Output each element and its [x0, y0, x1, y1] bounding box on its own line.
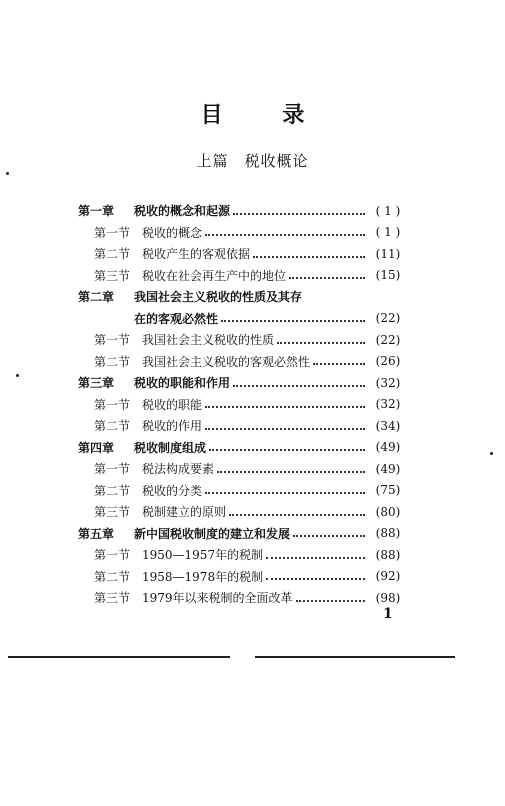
toc-leader-dots [205, 234, 365, 236]
toc-leader-dots [205, 406, 365, 408]
toc-entry-title: 税收的职能 [142, 397, 203, 412]
toc-entry-number: 第二节 [94, 354, 131, 369]
toc-leader-dots [266, 578, 365, 580]
toc-entry-number: 第一节 [94, 548, 131, 563]
toc-entry-title: 我国社会主义税收的客观必然性 [142, 354, 311, 369]
toc-entry-title: 1950—1957年的税制 [142, 548, 264, 563]
toc-section-entry[interactable] [78, 415, 408, 437]
toc-section-entry[interactable] [78, 394, 408, 416]
toc-chapter-entry-continued[interactable] [78, 308, 408, 330]
toc-leader-dots [313, 363, 365, 365]
toc-leader-dots [296, 600, 365, 602]
part-name: 税收概论 [244, 152, 309, 170]
toc-entry-page: ( 1 ) [375, 225, 401, 240]
toc-section-entry[interactable] [78, 544, 408, 566]
toc-section-entry[interactable] [78, 480, 408, 502]
toc-entry-page: (22) [375, 332, 401, 347]
toc-entry-number: 第三章 [78, 376, 115, 391]
toc-entry-page: (80) [375, 504, 401, 519]
part-title [0, 150, 505, 171]
toc-chapter-entry[interactable] [78, 286, 408, 308]
toc-entry-page: (15) [375, 268, 401, 283]
toc-entry-number: 第一节 [94, 462, 131, 477]
toc-entry-number: 第一节 [94, 225, 131, 240]
toc-entry-title: 新中国税收制度的建立和发展 [134, 526, 291, 541]
toc-entry-number: 第三节 [94, 268, 131, 283]
toc-leader-dots [229, 514, 365, 516]
toc-entry-page: (49) [375, 461, 401, 476]
toc-entry-title: 税收的概念 [142, 225, 203, 240]
toc-section-entry[interactable] [78, 458, 408, 480]
toc-entry-title: 税法构成要素 [142, 462, 215, 477]
toc-leader-dots [253, 256, 365, 258]
toc-entry-page: (22) [375, 311, 401, 326]
toc-entry-page: (98) [375, 590, 401, 605]
toc-entry-title: 在的客观必然性 [134, 311, 219, 326]
toc-entry-page: (11) [375, 246, 401, 261]
toc-entry-title: 1979年以来税制的全面改革 [142, 591, 293, 606]
toc-entry-number: 第三节 [94, 505, 131, 520]
toc-entry-number: 第一节 [94, 333, 131, 348]
toc-section-entry[interactable] [78, 351, 408, 373]
toc-leader-dots [233, 213, 365, 215]
toc-entry-page: (88) [375, 526, 401, 541]
toc-leader-dots [266, 557, 365, 559]
toc-leader-dots [293, 535, 365, 537]
toc-leader-dots [277, 342, 365, 344]
toc-entry-page: (75) [375, 483, 401, 498]
toc-section-entry[interactable] [78, 265, 408, 287]
toc-section-entry[interactable] [78, 587, 408, 609]
toc-entry-page: (88) [375, 547, 401, 562]
toc-section-entry[interactable] [78, 566, 408, 588]
toc-entry-title: 1958—1978年的税制 [142, 569, 264, 584]
bottom-rule-left [8, 656, 230, 658]
toc-entry-number: 第一节 [94, 397, 131, 412]
toc-entry-title: 税收制度组成 [134, 440, 207, 455]
toc-entry-page: (32) [375, 397, 401, 412]
toc-entry-title: 我国社会主义税收的性质及其存 [134, 290, 303, 305]
toc-leader-dots [209, 449, 365, 451]
toc-entry-title: 税收的概念和起源 [134, 204, 231, 219]
toc-section-entry[interactable] [78, 501, 408, 523]
toc-chapter-entry[interactable] [78, 523, 408, 545]
toc-entry-number: 第二节 [94, 247, 131, 262]
toc-entry-page: (26) [375, 354, 401, 369]
toc-chapter-entry[interactable] [78, 200, 408, 222]
toc-leader-dots [233, 385, 365, 387]
page-title: 目 录 [200, 103, 331, 128]
toc-entry-number: 第二节 [94, 483, 131, 498]
toc-entry-title: 税收产生的客观依据 [142, 247, 251, 262]
scan-mark [490, 452, 493, 455]
toc-leader-dots [205, 492, 365, 494]
toc-entry-title: 税收在社会再生产中的地位 [142, 268, 287, 283]
toc-entry-number: 第五章 [78, 526, 115, 541]
part-label: 上篇 [196, 152, 229, 170]
toc-entry-title: 税制建立的原则 [142, 505, 227, 520]
toc-entry-number: 第二章 [78, 290, 115, 305]
toc-entry-title: 税收的作用 [142, 419, 203, 434]
toc-entry-page: ( 1 ) [375, 203, 401, 218]
toc-entry-number: 第二节 [94, 419, 131, 434]
toc-leader-dots [289, 277, 365, 279]
toc-leader-dots [221, 320, 365, 322]
toc-entry-title: 我国社会主义税收的性质 [142, 333, 275, 348]
toc-entry-page: (49) [375, 440, 401, 455]
toc-entry-page: (92) [375, 569, 401, 584]
toc-chapter-entry[interactable] [78, 437, 408, 459]
toc-entry-number: 第四章 [78, 440, 115, 455]
toc-entry-number: 第一章 [78, 204, 115, 219]
table-of-contents [78, 200, 408, 609]
toc-entry-page: (32) [375, 375, 401, 390]
toc-leader-dots [205, 428, 365, 430]
toc-entry-title: 税收的分类 [142, 483, 203, 498]
toc-entry-number: 第二节 [94, 569, 131, 584]
toc-chapter-entry[interactable] [78, 372, 408, 394]
bottom-rule-right [255, 656, 455, 658]
toc-leader-dots [217, 471, 365, 473]
toc-entry-page: (34) [375, 418, 401, 433]
toc-entry-number: 第三节 [94, 591, 131, 606]
scan-mark [16, 374, 19, 377]
toc-section-entry[interactable] [78, 243, 408, 265]
page-number: 1 [383, 606, 393, 622]
toc-entry-title: 税收的职能和作用 [134, 376, 231, 391]
toc-section-entry[interactable] [78, 222, 408, 244]
scan-mark [6, 172, 9, 175]
toc-section-entry[interactable] [78, 329, 408, 351]
